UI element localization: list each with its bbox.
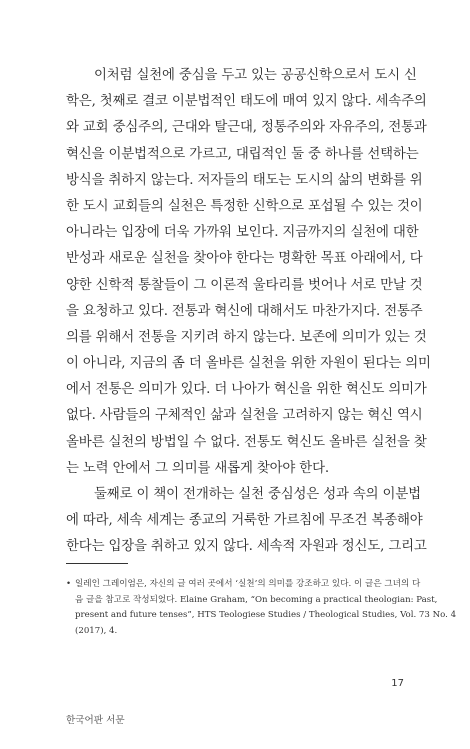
body-line: 의를 위해서 전통을 지키려 하지 않는다. 보존에 의미가 있는 것 <box>66 329 427 345</box>
footnote-bullet: • <box>66 579 72 589</box>
footnote-line <box>66 608 457 624</box>
body-line: 양한 신학적 통찰들이 그 이론적 울타리를 벗어나 서로 만날 것 <box>66 277 423 293</box>
body-line: 에 따라, 세속 세계는 종교의 거룩한 가르침에 무조건 복종해야 <box>66 513 423 529</box>
body-line: 없다. 사람들의 구체적인 삶과 실천을 고려하지 않는 혁신 역시 <box>66 408 423 424</box>
body-line: 이 아니라, 지금의 좀 더 올바른 실천을 위한 자원이 된다는 의미 <box>66 356 431 372</box>
body-line: 방식을 취하지 않는다. 저자들의 태도는 도시의 삶의 변화를 위 <box>66 172 423 188</box>
footnote-text: (2017), 4. <box>75 625 118 636</box>
body-line: 아니라는 입장에 더욱 가까워 보인다. 지금까지의 실천에 대한 <box>66 225 419 241</box>
footnote-text: 일레인 그레이엄은, 자신의 글 여러 곳에서 ‘실천’의 의미를 강조하고 있다. 이 글은 그녀의 다 <box>75 579 421 589</box>
body-line: 와 교회 중심주의, 근대와 탈근대, 정통주의와 자유주의, 전통과 <box>66 120 427 136</box>
body-text <box>66 63 431 561</box>
body-line: 학은, 첫째로 결코 이분법적인 태도에 매여 있지 않다. 세속주의 <box>66 94 427 110</box>
footnote-line <box>66 624 410 640</box>
body-line: 는 노력 안에서 그 의미를 새롭게 찾아야 한다. <box>66 460 329 476</box>
body-line: 한다는 입장을 취하고 있지 않다. 세속적 자원과 정신도, 그리고 <box>66 539 427 555</box>
body-line: 이처럼 실천에 중심을 두고 있는 공공신학으로서 도시 신 <box>94 68 417 83</box>
footnote-line <box>66 577 421 593</box>
body-line: 을 요청하고 있다. 전통과 혁신에 대해서도 마찬가지다. 전통주 <box>66 303 423 319</box>
body-line: 에서 전통은 의미가 있다. 더 나아가 혁신을 위한 혁신도 의미가 <box>66 382 427 398</box>
body-line: 올바른 실천의 방법일 수 없다. 전통도 혁신도 올바른 실천을 찾 <box>66 434 427 450</box>
footnote-text: 음 글을 참고로 작성되었다. Elaine Graham, “On becoming a practical theologian: Past, <box>75 594 438 605</box>
footnote-divider <box>66 563 128 564</box>
footnote-text: present and future tenses”, HTS Teologiese Studies / Theological Studies, Vol. 73 No. 4 <box>75 610 457 621</box>
body-line: 둘째로 이 책이 전개하는 실천 중심성은 성과 속의 이분법 <box>94 487 421 502</box>
footnote-line <box>66 593 438 609</box>
footnote <box>66 577 457 639</box>
page-number: 17 <box>391 678 404 689</box>
body-line: 반성과 새로운 실천을 찾아야 한다는 명확한 목표 아래에서, 다 <box>66 251 423 267</box>
body-line: 한 도시 교회들의 실천은 특정한 신학으로 포섭될 수 있는 것이 <box>66 198 423 214</box>
body-line: 혁신을 이분법적으로 가르고, 대립적인 둘 중 하나를 선택하는 <box>66 146 419 162</box>
running-footer: 한국어판 서문 <box>66 715 125 726</box>
